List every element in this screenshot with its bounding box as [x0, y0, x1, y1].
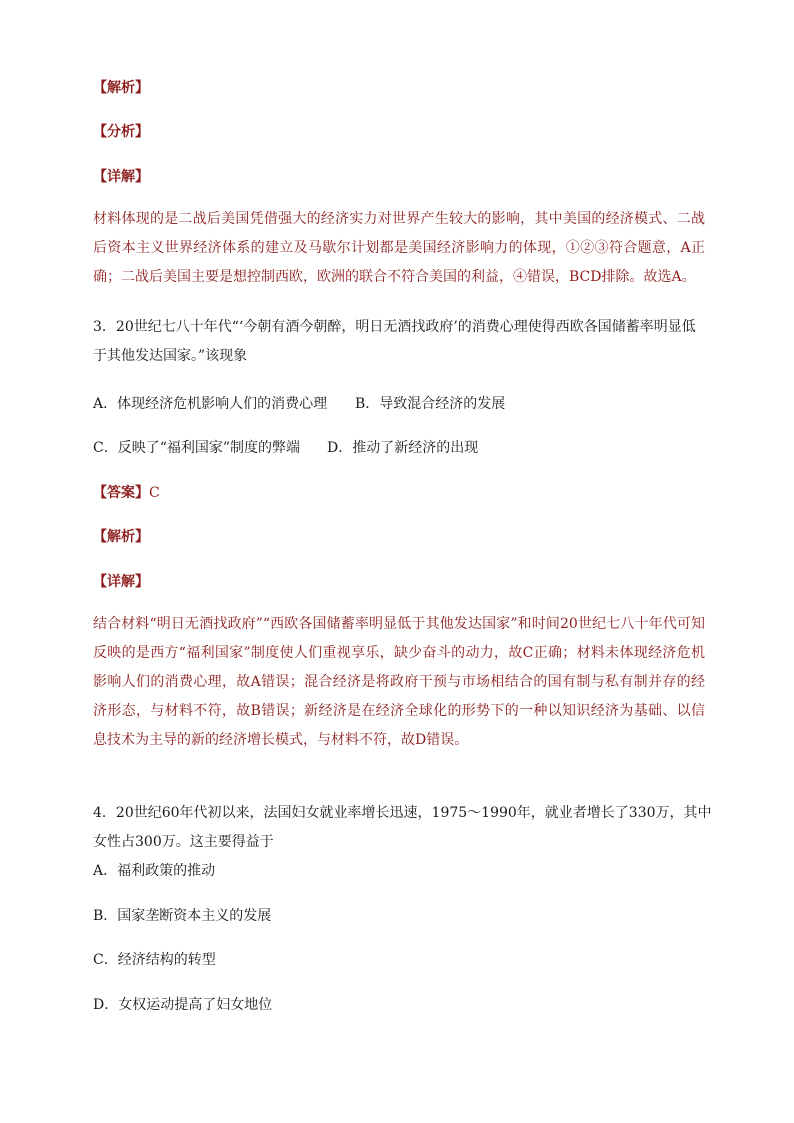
q4-option-d: D．女权运动提高了妇女地位 [93, 997, 273, 1013]
q3-option-c: C．反映了“福利国家”制度的弊端 [93, 440, 301, 456]
q4-stem-line-2: 女性占300万。这主要得益于 [93, 834, 274, 850]
q3-stem-line-1: 3．20世纪七八十年代“‘今朝有酒今朝醉，明日无酒找政府’的消费心理使得西欧各国储蓄率明显低 [93, 319, 696, 335]
q3-option-d: D．推动了新经济的出现 [327, 440, 479, 456]
section-tag-fenxi: 【分析】 [93, 124, 149, 140]
q4-option-a: A．福利政策的推动 [93, 863, 216, 879]
q3-section-tag-jiexi: 【解析】 [93, 529, 149, 545]
q3-options-row-1 [93, 395, 505, 413]
q4-stem-line-1: 4．20世纪60年代初以来，法国妇女就业率增长迅速，1975～1990年，就业者增长了330万，其中 [93, 805, 712, 821]
explanation-paragraph-1: 材料体现的是二战后美国凭借强大的经济实力对世界产生较大的影响，其中美国的经济模式、二战后资本主义世界经济体系的建立及马歇尔计划都是美国经济影响力的体现，①②③符合题意，A正确；二战后美国主要是想控制西欧，欧洲的联合不符合美国的利益，④错误，BCD排除。故选A。 [93, 211, 705, 285]
q3-answer-tag: 【答案】 [93, 485, 149, 501]
q3-answer-value: C [149, 485, 160, 501]
q3-option-a: A．体现经济危机影响人们的消费心理 [93, 396, 328, 412]
q3-stem-line-2: 于其他发达国家。”该现象 [93, 348, 248, 364]
q3-option-b: B．导致混合经济的发展 [355, 396, 506, 412]
q4-option-c: C．经济结构的转型 [93, 952, 216, 968]
q3-section-tag-xiangjie: 【详解】 [93, 574, 149, 590]
section-tag-jiexi: 【解析】 [93, 80, 149, 96]
q3-answer [93, 484, 160, 502]
section-tag-xiangjie: 【详解】 [93, 169, 149, 185]
q3-explanation-paragraph: 结合材料“明日无酒找政府”“西欧各国储蓄率明显低于其他发达国家”和时间20世纪七八十年代可知反映的是西方“福利国家”制度使人们重视享乐，缺少奋斗的动力，故C正确；材料未体现经济危机影响人们的消费心理，故A错误；混合经济是将政府干预与市场相结合的国有制与私有制并存的经济形态，与材料不符，故B错误；新经济是在经济全球化的形势下的一种以知识经济为基础、以信息技术为主导的新的经济增长模式，与材料不符，故D错误。 [93, 616, 705, 748]
q4-option-b: B．国家垄断资本主义的发展 [93, 908, 272, 924]
q3-options-row-2 [93, 439, 478, 457]
